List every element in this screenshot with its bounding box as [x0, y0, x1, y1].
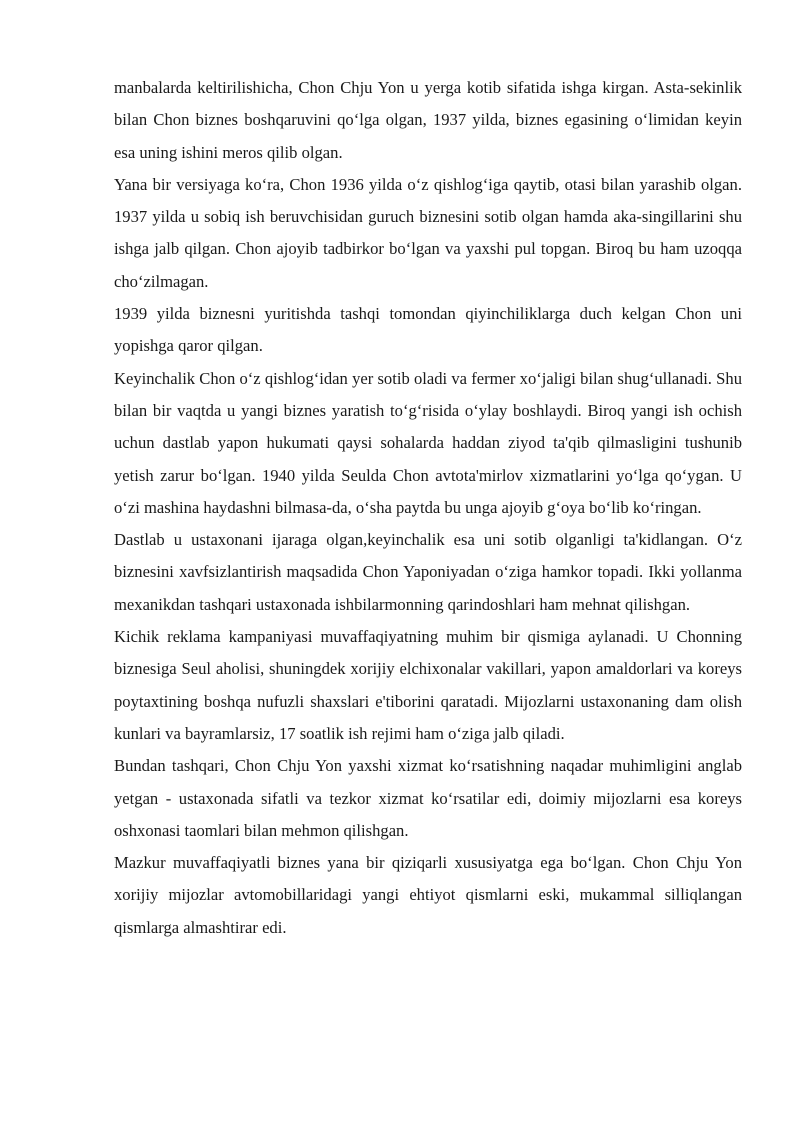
paragraph-4: Keyinchalik Chon o‘z qishlog‘idan yer sotib oladi va fermer xo‘jaligi bilan shug‘ullanadi. Shu bilan bir vaqtda u yangi biznes yaratish to‘g‘risida o‘ylay boshlaydi. Biroq yangi ish ochish uchun dastlab yapon hukumati qaysi sohalarda haddan ziyod ta'qib qilmasligini tushunib yetish zarur bo‘lgan. 1940 yilda Seulda Chon avtota'mirlov xizmatlarini yo‘lga qo‘ygan. U o‘zi mashina haydashni bilmasa-da, o‘sha paytda bu unga ajoyib g‘oya bo‘lib ko‘ringan. [114, 368, 742, 517]
paragraph-6: Kichik reklama kampaniyasi muvaffaqiyatning muhim bir qismiga aylanadi. U Chonning biznesiga Seul aholisi, shuningdek xorijiy elchixonalar vakillari, yapon amaldorlari va koreys poytaxtining boshqa nufuzli shaxslari e'tiborini qaratadi. Mijozlarni ustaxonaning dam olish kunlari va bayramlarsiz, 17 soatlik ish rejimi ham o‘ziga jalb qiladi. [114, 627, 742, 743]
paragraph-8: Mazkur muvaffaqiyatli biznes yana bir qiziqarli xususiyatga ega bo‘lgan. Chon Chju Yon xorijiy mijozlar avtomobillaridagi yangi ehtiyot qismlarni eski, mukammal silliqlangan qismlarga almashtirar edi. [114, 853, 742, 937]
paragraph-3: 1939 yilda biznesni yuritishda tashqi tomondan qiyinchiliklarga duch kelgan Chon uni yopishga qaror qilgan. [114, 304, 742, 356]
document-body [114, 72, 742, 944]
paragraph-5: Dastlab u ustaxonani ijaraga olgan,keyinchalik esa uni sotib olganligi ta'kidlangan. O‘z biznesini xavfsizlantirish maqsadida Chon Yaponiyadan o‘ziga hamkor topadi. Ikki yollanma mexanikdan tashqari ustaxonada ishbilarmonning qarindoshlari ham mehnat qilishgan. [114, 530, 742, 614]
paragraph-2: Yana bir versiyaga ko‘ra, Chon 1936 yilda o‘z qishlog‘iga qaytib, otasi bilan yarashib olgan. 1937 yilda u sobiq ish beruvchisidan guruch biznesini sotib olgan hamda aka-singillarini shu ishga jalb qilgan. Chon ajoyib tadbirkor bo‘lgan va yaxshi pul topgan. Biroq bu ham uzoqqa cho‘zilmagan. [114, 174, 742, 291]
paragraph-1: manbalarda keltirilishicha, Chon Chju Yon u yerga kotib sifatida ishga kirgan. Asta-sekinlik bilan Chon biznes boshqaruvini qo‘lga olgan, 1937 yilda, biznes egasining o‘limidan keyin esa uning ishini meros qilib olgan. [114, 78, 742, 162]
paragraph-7: Bundan tashqari, Chon Chju Yon yaxshi xizmat ko‘rsatishning naqadar muhimligini anglab yetgan - ustaxonada sifatli va tezkor xizmat ko‘rsatilar edi, doimiy mijozlarni esa koreys oshxonasi taomlari bilan mehmon qilishgan. [114, 756, 742, 840]
